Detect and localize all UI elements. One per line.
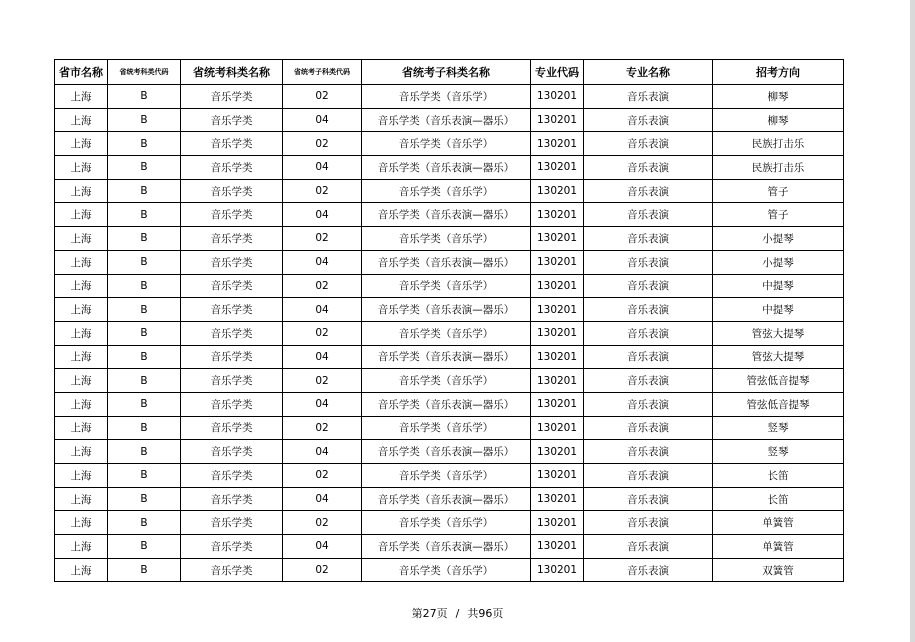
cell-major-name: 音乐表演 [584,274,713,298]
cell-province: 上海 [55,464,108,488]
cell-subcategory-name: 音乐学类（音乐学） [362,558,531,582]
cell-direction: 管子 [713,179,844,203]
cell-major-code: 130201 [531,274,584,298]
cell-major-name: 音乐表演 [584,369,713,393]
cell-subcategory-code: 04 [283,345,362,369]
cell-category-name: 音乐学类 [181,416,283,440]
cell-category-code: B [108,298,181,322]
cell-major-name: 音乐表演 [584,321,713,345]
cell-province: 上海 [55,179,108,203]
cell-category-name: 音乐学类 [181,156,283,180]
cell-major-code: 130201 [531,250,584,274]
cell-category-name: 音乐学类 [181,535,283,559]
cell-major-code: 130201 [531,132,584,156]
cell-category-code: B [108,511,181,535]
cell-category-name: 音乐学类 [181,227,283,251]
cell-category-code: B [108,203,181,227]
header-category-code: 省统考科类代码 [108,60,181,85]
cell-category-name: 音乐学类 [181,440,283,464]
cell-direction: 中提琴 [713,298,844,322]
table-row [55,321,844,345]
cell-subcategory-name: 音乐学类（音乐学） [362,227,531,251]
cell-major-code: 130201 [531,369,584,393]
cell-province: 上海 [55,274,108,298]
cell-province: 上海 [55,487,108,511]
cell-major-name: 音乐表演 [584,487,713,511]
cell-major-name: 音乐表演 [584,203,713,227]
cell-major-name: 音乐表演 [584,250,713,274]
cell-category-code: B [108,108,181,132]
cell-major-name: 音乐表演 [584,416,713,440]
cell-category-code: B [108,440,181,464]
cell-province: 上海 [55,416,108,440]
cell-subcategory-code: 04 [283,440,362,464]
cell-major-code: 130201 [531,345,584,369]
cell-subcategory-code: 02 [283,321,362,345]
cell-category-code: B [108,416,181,440]
cell-direction: 柳琴 [713,108,844,132]
cell-category-name: 音乐学类 [181,392,283,416]
header-row [55,60,844,85]
cell-subcategory-code: 02 [283,85,362,109]
cell-category-name: 音乐学类 [181,487,283,511]
cell-subcategory-code: 02 [283,274,362,298]
cell-subcategory-code: 04 [283,203,362,227]
cell-subcategory-code: 02 [283,464,362,488]
header-major-code: 专业代码 [531,60,584,85]
cell-category-code: B [108,85,181,109]
table-row [55,487,844,511]
cell-subcategory-code: 02 [283,132,362,156]
cell-category-name: 音乐学类 [181,558,283,582]
table-row [55,274,844,298]
cell-major-code: 130201 [531,416,584,440]
cell-province: 上海 [55,203,108,227]
page-edge [910,0,915,642]
cell-category-name: 音乐学类 [181,274,283,298]
cell-direction: 民族打击乐 [713,156,844,180]
cell-category-name: 音乐学类 [181,511,283,535]
table-row [55,392,844,416]
cell-subcategory-name: 音乐学类（音乐学） [362,85,531,109]
cell-major-name: 音乐表演 [584,85,713,109]
cell-province: 上海 [55,392,108,416]
cell-category-code: B [108,369,181,393]
table-row [55,464,844,488]
cell-direction: 柳琴 [713,85,844,109]
cell-direction: 长笛 [713,464,844,488]
cell-subcategory-code: 02 [283,416,362,440]
cell-province: 上海 [55,156,108,180]
cell-subcategory-code: 02 [283,179,362,203]
cell-direction: 管弦低音提琴 [713,392,844,416]
cell-category-code: B [108,321,181,345]
cell-province: 上海 [55,250,108,274]
cell-category-name: 音乐学类 [181,250,283,274]
cell-category-name: 音乐学类 [181,464,283,488]
table-row [55,156,844,180]
cell-subcategory-code: 04 [283,487,362,511]
cell-major-code: 130201 [531,156,584,180]
cell-subcategory-name: 音乐学类（音乐学） [362,132,531,156]
cell-direction: 长笛 [713,487,844,511]
cell-major-code: 130201 [531,511,584,535]
cell-direction: 双簧管 [713,558,844,582]
cell-major-name: 音乐表演 [584,156,713,180]
cell-province: 上海 [55,108,108,132]
cell-major-name: 音乐表演 [584,345,713,369]
cell-direction: 管子 [713,203,844,227]
cell-direction: 管弦低音提琴 [713,369,844,393]
cell-direction: 小提琴 [713,250,844,274]
cell-direction: 民族打击乐 [713,132,844,156]
cell-subcategory-name: 音乐学类（音乐表演—器乐） [362,203,531,227]
cell-category-code: B [108,392,181,416]
table-row [55,250,844,274]
cell-subcategory-name: 音乐学类（音乐学） [362,321,531,345]
cell-major-name: 音乐表演 [584,558,713,582]
cell-category-name: 音乐学类 [181,203,283,227]
cell-category-code: B [108,227,181,251]
header-direction: 招考方向 [713,60,844,85]
cell-major-name: 音乐表演 [584,298,713,322]
table-body [55,85,844,582]
cell-subcategory-code: 04 [283,156,362,180]
cell-subcategory-code: 02 [283,369,362,393]
cell-direction: 单簧管 [713,535,844,559]
cell-subcategory-name: 音乐学类（音乐学） [362,369,531,393]
cell-direction: 单簧管 [713,511,844,535]
total-pages: 共96页 [467,607,504,620]
header-subcategory-name: 省统考子科类名称 [362,60,531,85]
table-row [55,558,844,582]
header-subcategory-code: 省统考子科类代码 [283,60,362,85]
page-separator: / [455,607,460,620]
cell-province: 上海 [55,321,108,345]
header-category-name: 省统考科类名称 [181,60,283,85]
cell-province: 上海 [55,558,108,582]
cell-category-name: 音乐学类 [181,179,283,203]
cell-category-name: 音乐学类 [181,369,283,393]
table-row [55,535,844,559]
cell-category-code: B [108,345,181,369]
cell-direction: 中提琴 [713,274,844,298]
cell-subcategory-name: 音乐学类（音乐学） [362,464,531,488]
cell-major-code: 130201 [531,179,584,203]
cell-category-code: B [108,156,181,180]
cell-province: 上海 [55,227,108,251]
cell-province: 上海 [55,369,108,393]
cell-province: 上海 [55,345,108,369]
cell-direction: 竖琴 [713,440,844,464]
cell-subcategory-code: 02 [283,511,362,535]
admissions-table [54,59,844,582]
cell-major-code: 130201 [531,203,584,227]
cell-major-code: 130201 [531,558,584,582]
cell-major-code: 130201 [531,108,584,132]
cell-subcategory-code: 04 [283,392,362,416]
header-province: 省市名称 [55,60,108,85]
cell-subcategory-name: 音乐学类（音乐表演—器乐） [362,487,531,511]
cell-category-name: 音乐学类 [181,345,283,369]
table-row [55,179,844,203]
cell-major-name: 音乐表演 [584,132,713,156]
cell-subcategory-code: 04 [283,298,362,322]
table-row [55,203,844,227]
cell-subcategory-name: 音乐学类（音乐表演—器乐） [362,156,531,180]
cell-subcategory-name: 音乐学类（音乐表演—器乐） [362,250,531,274]
cell-major-name: 音乐表演 [584,464,713,488]
cell-direction: 小提琴 [713,227,844,251]
table-row [55,440,844,464]
cell-subcategory-code: 04 [283,535,362,559]
cell-direction: 竖琴 [713,416,844,440]
cell-category-code: B [108,274,181,298]
cell-category-name: 音乐学类 [181,132,283,156]
cell-major-code: 130201 [531,392,584,416]
cell-major-name: 音乐表演 [584,440,713,464]
cell-subcategory-code: 02 [283,227,362,251]
table-row [55,108,844,132]
table-row [55,85,844,109]
cell-major-code: 130201 [531,464,584,488]
table-row [55,132,844,156]
cell-major-code: 130201 [531,440,584,464]
cell-subcategory-name: 音乐学类（音乐表演—器乐） [362,108,531,132]
table-row [55,369,844,393]
cell-subcategory-name: 音乐学类（音乐学） [362,511,531,535]
table-row [55,298,844,322]
cell-subcategory-name: 音乐学类（音乐学） [362,179,531,203]
cell-major-code: 130201 [531,227,584,251]
cell-major-name: 音乐表演 [584,227,713,251]
cell-direction: 管弦大提琴 [713,321,844,345]
cell-category-name: 音乐学类 [181,85,283,109]
header-major-name: 专业名称 [584,60,713,85]
cell-category-code: B [108,132,181,156]
cell-subcategory-code: 04 [283,108,362,132]
cell-category-code: B [108,250,181,274]
cell-major-name: 音乐表演 [584,108,713,132]
cell-province: 上海 [55,511,108,535]
cell-subcategory-name: 音乐学类（音乐表演—器乐） [362,392,531,416]
cell-subcategory-name: 音乐学类（音乐学） [362,416,531,440]
cell-category-name: 音乐学类 [181,108,283,132]
cell-province: 上海 [55,440,108,464]
cell-subcategory-name: 音乐学类（音乐表演—器乐） [362,440,531,464]
cell-category-code: B [108,535,181,559]
table-row [55,227,844,251]
cell-subcategory-name: 音乐学类（音乐学） [362,274,531,298]
table-row [55,511,844,535]
cell-major-name: 音乐表演 [584,179,713,203]
cell-category-code: B [108,487,181,511]
cell-subcategory-name: 音乐学类（音乐表演—器乐） [362,298,531,322]
cell-subcategory-name: 音乐学类（音乐表演—器乐） [362,535,531,559]
cell-category-code: B [108,558,181,582]
cell-major-name: 音乐表演 [584,535,713,559]
cell-province: 上海 [55,298,108,322]
cell-subcategory-name: 音乐学类（音乐表演—器乐） [362,345,531,369]
cell-direction: 管弦大提琴 [713,345,844,369]
page-footer [0,605,915,621]
cell-major-code: 130201 [531,487,584,511]
cell-subcategory-code: 04 [283,250,362,274]
cell-major-code: 130201 [531,298,584,322]
cell-major-name: 音乐表演 [584,392,713,416]
cell-major-code: 130201 [531,535,584,559]
cell-major-name: 音乐表演 [584,511,713,535]
cell-major-code: 130201 [531,321,584,345]
table-row [55,345,844,369]
cell-category-code: B [108,464,181,488]
table-row [55,416,844,440]
cell-province: 上海 [55,132,108,156]
cell-major-code: 130201 [531,85,584,109]
cell-province: 上海 [55,85,108,109]
current-page: 第27页 [411,607,448,620]
cell-category-code: B [108,179,181,203]
cell-category-name: 音乐学类 [181,298,283,322]
cell-subcategory-code: 02 [283,558,362,582]
cell-category-name: 音乐学类 [181,321,283,345]
cell-province: 上海 [55,535,108,559]
